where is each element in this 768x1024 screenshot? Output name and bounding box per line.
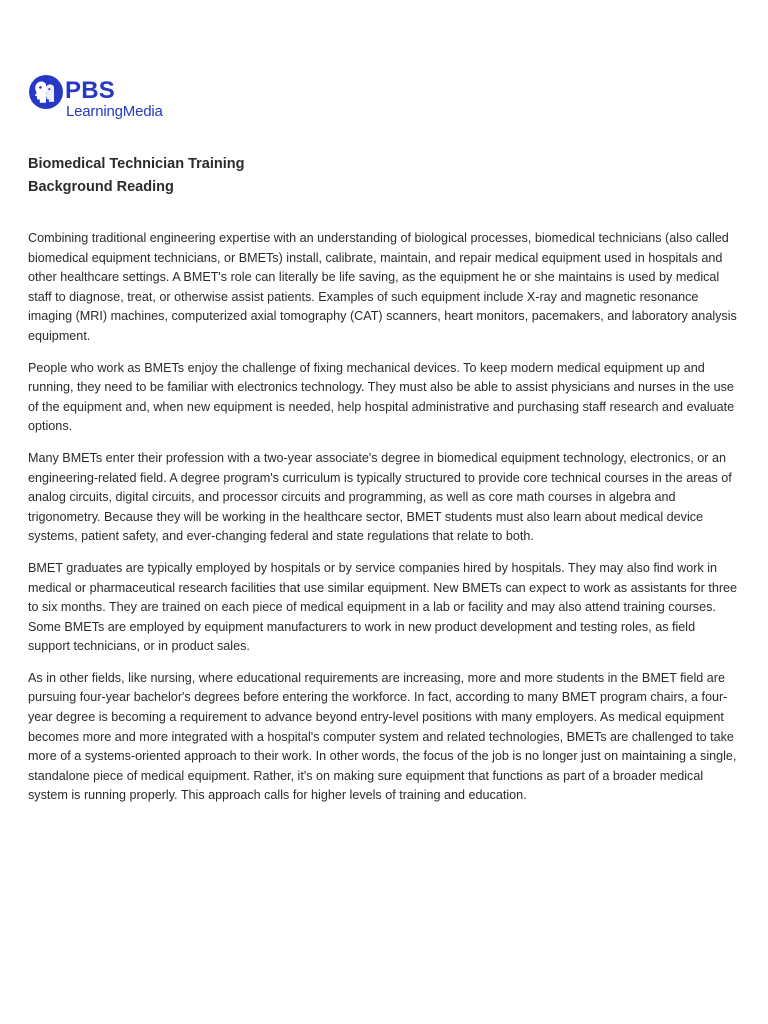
page-title: Biomedical Technician Training <box>28 156 245 172</box>
logo-product-text: LearningMedia <box>66 103 163 120</box>
pbs-learningmedia-logo <box>28 74 163 119</box>
paragraph: Many BMETs enter their profession with a two-year associate's degree in biomedical equipment technology, electronics, or an engineering-related field. A degree program's curriculum is typically structured to provide core technical courses in the areas of analog circuits, digital circuits, and processor circuits and programming, as well as core math courses in algebra and trigonometry. Because they will be working in the healthcare sector, BMET students must also learn about medical device systems, patient safety, and ever-changing federal and state regulations that relate to both. <box>28 450 732 544</box>
page-subtitle: Background Reading <box>28 179 174 195</box>
document-heading <box>28 153 748 199</box>
article-body <box>28 229 738 818</box>
paragraph: People who work as BMETs enjoy the challenge of fixing mechanical devices. To keep modern medical equipment up and running, they need to be familiar with electronics technology. They must also be able to assist physicians and nurses in the use of the equipment and, when new equipment is needed, help hospital administrative and purchasing staff research and evaluate options. <box>28 360 735 434</box>
paragraph: As in other fields, like nursing, where educational requirements are increasing, more and more students in the BMET field are pursuing four-year bachelor's degrees before entering the workforce. In fact, according to many BMET program chairs, a four-year degree is becoming a requirement to advance beyond entry-level positions with many employers. As medical equipment becomes more and more integrated with a hospital's computer system and related technologies, BMETs are challenged to take more of a systems-oriented approach to their work. In other words, the focus of the job is no longer just on maintaining a single, standalone piece of medical equipment. Rather, it's on making sure equipment that functions as part of a broader medical system is running properly. This approach calls for higher levels of training and education. <box>28 670 737 803</box>
logo-brand-text: PBS <box>65 77 115 104</box>
pbs-head-icon <box>28 74 64 110</box>
paragraph: BMET graduates are typically employed by hospitals or by service companies hired by hospitals. They may also find work in medical or pharmaceutical research facilities that use similar equipment. New BMETs can expect to work as assistants for three to six months. They are trained on each piece of medical equipment in a lab or facility and may also attend training courses. Some BMETs are employed by equipment manufacturers to work in new product development and testing roles, as field support technicians, or in product sales. <box>28 560 738 654</box>
paragraph: Combining traditional engineering expertise with an understanding of biological processes, biomedical technicians (also called biomedical equipment technicians, or BMETs) install, calibrate, maintain, and repair medical equipment used in hospitals and other healthcare settings. A BMET's role can literally be life saving, as the equipment he or she maintains is used by medical staff to diagnose, treat, or otherwise assist patients. Examples of such equipment include X-ray and magnetic resonance imaging (MRI) machines, computerized axial tomography (CAT) scanners, heart monitors, pacemakers, and laboratory analysis equipment. <box>28 231 737 343</box>
